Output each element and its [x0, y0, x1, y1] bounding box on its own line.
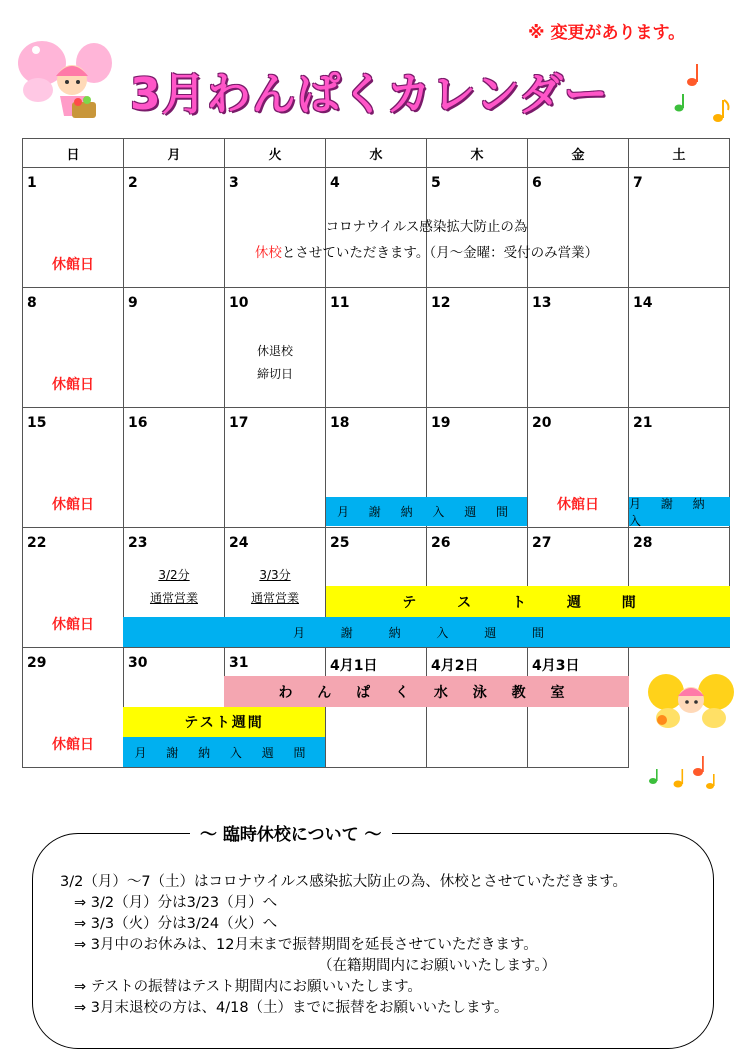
fee-payment-band: 月 謝 納 入 [629, 497, 730, 526]
day-cell [629, 288, 730, 408]
fee-payment-week-band: 月 謝 納 入 週 間 [123, 617, 730, 647]
day-number: 30 [128, 655, 148, 671]
transfer-line1: 3/2分 [158, 568, 190, 582]
day-number: 14 [633, 295, 653, 311]
weekday-header: 木 [427, 139, 528, 168]
day-cell [225, 288, 326, 408]
day-number: 4月2日 [431, 658, 479, 674]
closed-label: 休館日 [52, 377, 94, 393]
day-number: 23 [128, 535, 148, 551]
fairy-butterfly-icon [646, 668, 736, 738]
day-number: 26 [431, 535, 451, 551]
weekday-header: 日 [23, 139, 124, 168]
transfer-line1: 3/3分 [259, 568, 291, 582]
cancel-deadline-line2: 締切日 [256, 367, 293, 381]
closed-label: 休館日 [52, 497, 94, 513]
day-number: 13 [532, 295, 552, 311]
day-number: 19 [431, 415, 451, 431]
day-number: 11 [330, 295, 350, 311]
weekday-header: 月 [124, 139, 225, 168]
day-number: 2 [128, 175, 138, 191]
day-cell [124, 408, 225, 528]
day-cell [124, 288, 225, 408]
test-week-band: テスト週間 [123, 707, 325, 737]
day-number: 29 [27, 655, 47, 671]
weekday-header: 金 [528, 139, 629, 168]
day-cell [326, 648, 427, 768]
day-number: 31 [229, 655, 249, 671]
day-number: 4月3日 [532, 658, 580, 674]
day-cell [528, 408, 629, 528]
day-number: 6 [532, 175, 542, 191]
closure-notice-line: 3/2（月）～7（土）はコロナウイルス感染拡大防止の為、休校とさせていただきます。 [60, 874, 628, 890]
day-number: 22 [27, 535, 47, 551]
fee-payment-week-band: 月 謝 納 入 週 間 [326, 497, 527, 526]
closed-label: 休館日 [52, 617, 94, 633]
day-cell [23, 288, 124, 408]
closed-label: 休館日 [52, 257, 94, 273]
day-number: 1 [27, 175, 37, 191]
day-number: 17 [229, 415, 249, 431]
day-number: 15 [27, 415, 47, 431]
day-cell [23, 408, 124, 528]
corona-message-rest: とさせていただきます。（月～金曜：受付のみ営業） [281, 245, 599, 261]
closure-notice-line: ⇒ 3/3（火）分は3/24（火）へ [74, 916, 278, 932]
swim-class-band: わ ん ぱ く 水 泳 教 室 [224, 676, 629, 707]
closure-notice-title: ～ 臨時休校について ～ [190, 820, 392, 845]
weekday-header-row [23, 139, 730, 168]
day-number: 12 [431, 295, 451, 311]
transfer-line2: 通常営業 [149, 591, 198, 605]
day-number: 20 [532, 415, 552, 431]
day-cell [427, 648, 528, 768]
closed-label: 休館日 [52, 737, 94, 753]
day-cell [528, 648, 629, 768]
day-cell [326, 288, 427, 408]
day-cell [528, 288, 629, 408]
day-number: 27 [532, 535, 552, 551]
cancel-deadline-line1: 休退校 [256, 344, 293, 358]
closed-label: 休館日 [557, 497, 599, 513]
fairy-butterfly-icon [12, 28, 112, 123]
transfer-line2: 通常営業 [250, 591, 299, 605]
day-number: 9 [128, 295, 138, 311]
day-number: 4 [330, 175, 340, 191]
fee-payment-week-band: 月 謝 納 入 週 間 [123, 737, 325, 767]
week-row [23, 288, 730, 408]
music-note-icon [672, 62, 732, 124]
day-cell [23, 528, 124, 648]
day-number: 10 [229, 295, 249, 311]
closure-notice-line: ⇒ 3月末退校の方は、4/18（土）までに振替をお願いいたします。 [74, 1000, 509, 1016]
test-week-band: テ ス ト 週 間 [326, 586, 730, 617]
closure-notice-line: ⇒ 3/2（月）分は3/23（月）へ [74, 895, 278, 911]
closure-word: 休校 [254, 245, 282, 261]
day-number: 21 [633, 415, 653, 431]
change-notice: ※ 変更があります。 [528, 23, 686, 43]
day-number: 4月1日 [330, 658, 378, 674]
day-number: 24 [229, 535, 249, 551]
page-title: 3月わんぱくカレンダー [130, 69, 609, 120]
closure-notice-line: ⇒ テストの振替はテスト期間内にお願いいたします。 [74, 979, 422, 995]
day-cell [23, 168, 124, 288]
day-number: 3 [229, 175, 239, 191]
day-number: 16 [128, 415, 148, 431]
day-cell [427, 288, 528, 408]
corona-message-line2 [123, 240, 730, 266]
day-cell [23, 648, 124, 768]
closure-notice-line: ⇒ 3月中のお休みは、12月末まで振替期間を延長させていただきます。 [74, 937, 538, 953]
weekday-header: 火 [225, 139, 326, 168]
corona-message [123, 214, 730, 266]
day-number: 5 [431, 175, 441, 191]
day-number: 8 [27, 295, 37, 311]
weekday-header: 土 [629, 139, 730, 168]
day-cell [225, 408, 326, 528]
day-number: 18 [330, 415, 350, 431]
closure-notice-line: （在籍期間内にお願いいたします。） [318, 958, 557, 974]
day-number: 28 [633, 535, 653, 551]
day-number: 7 [633, 175, 643, 191]
corona-message-line1: コロナウイルス感染拡大防止の為 [325, 219, 528, 235]
day-number: 25 [330, 535, 350, 551]
music-note-icon [646, 755, 716, 791]
weekday-header: 水 [326, 139, 427, 168]
